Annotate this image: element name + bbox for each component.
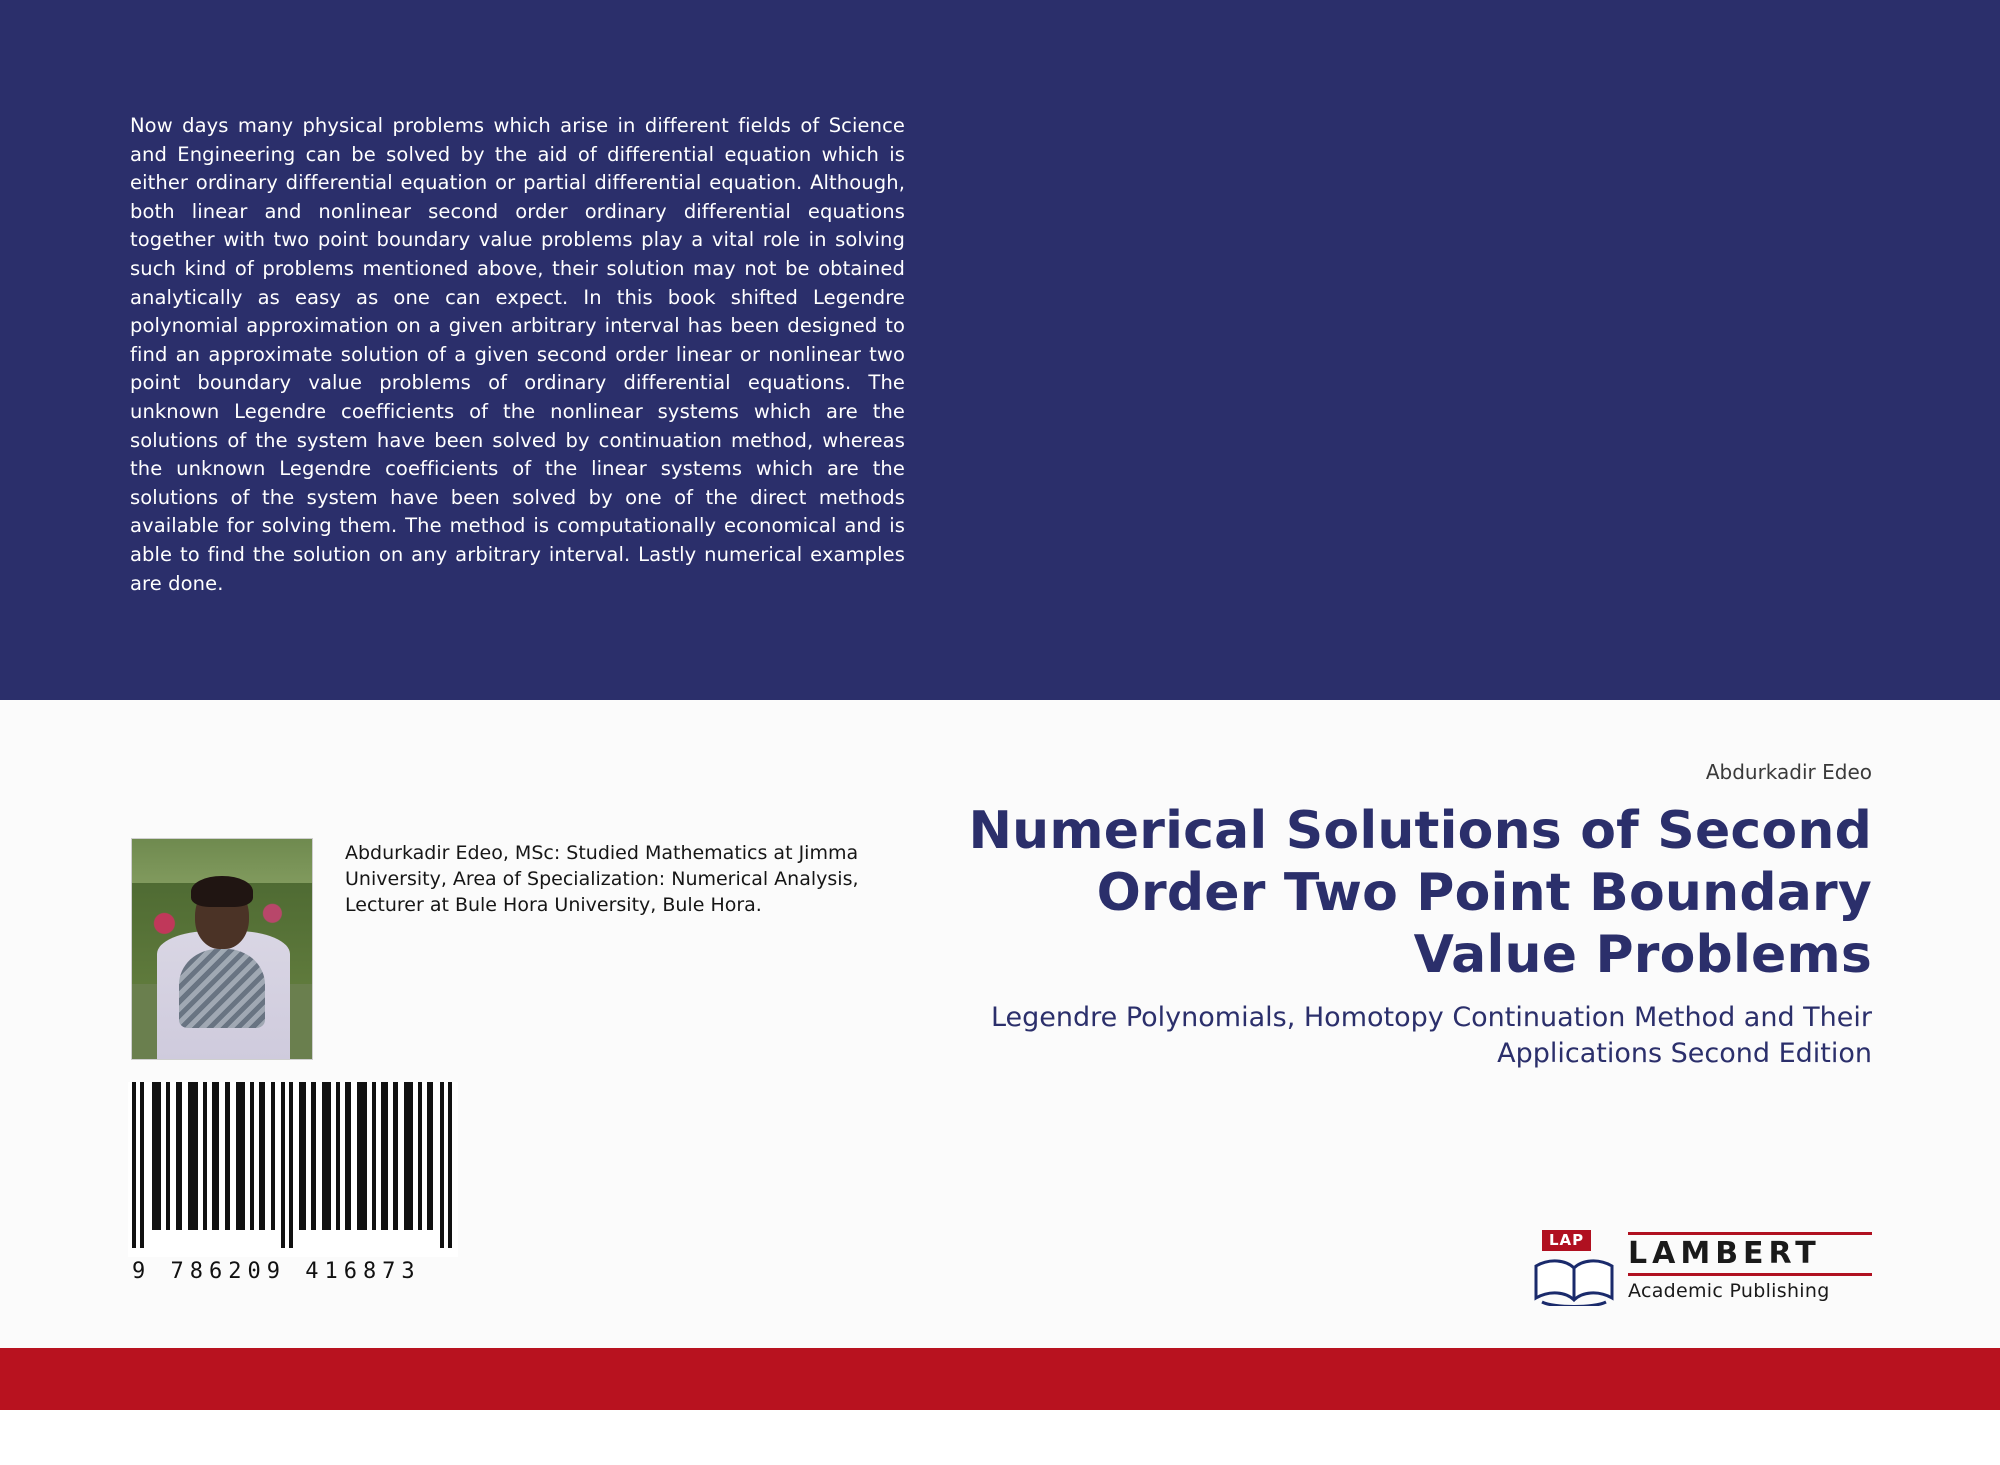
front-cover-title: Numerical Solutions of Second Order Two Point Boundary Value Problems: [968, 801, 1872, 985]
publisher-logo: [1532, 1228, 1872, 1316]
back-cover-panel: [0, 0, 2000, 700]
barcode: [128, 1082, 458, 1284]
author-bio: Abdurkadir Edeo, MSc: Studied Mathematics at Jimma University, Area of Specialization: Numerical Analysis, Lecturer at Bule Hora University, Bule Hora.: [345, 842, 859, 916]
bottom-white-margin: [0, 1410, 2000, 1465]
bottom-red-band: [0, 1348, 2000, 1410]
publisher-tagline: Academic Publishing: [1628, 1280, 1830, 1302]
front-cover-author: Abdurkadir Edeo: [1705, 760, 1872, 784]
publisher-logo-mark: [1532, 1230, 1618, 1314]
back-cover-blurb: Now days many physical problems which arise in different fields of Science and Engineering can be solved by the aid of differential equation which is either ordinary differential equation or partial differential equation. Although, both linear and nonlinear second order ordinary differential equations together with two point boundary value problems play a vital role in solving such kind of problems mentioned above, their solution may not be obtained analytically as easy as one can expect. In this book shifted Legendre polynomial approximation on a given arbitrary interval has been designed to find an approximate solution of a given second order linear or nonlinear two point boundary value problems of ordinary differential equations. The unknown Legendre coefficients of the nonlinear systems which are the solutions of the system have been solved by continuation method, whereas the unknown Legendre coefficients of the linear systems which are the solutions of the system have been solved by one of the direct methods available for solving them. The method is computationally economical and is able to find the solution on any arbitrary interval. Lastly numerical examples are done.: [130, 114, 905, 595]
lap-badge: LAP: [1542, 1230, 1591, 1251]
photo-person-scarf: [179, 949, 265, 1028]
front-cover-subtitle: Legendre Polynomials, Homotopy Continuation Method and Their Applications Second Edition: [990, 1002, 1872, 1069]
barcode-digits: 9 786209 416873: [132, 1259, 421, 1284]
open-book-icon: [1532, 1256, 1616, 1306]
author-photo: [131, 838, 313, 1060]
photo-person-hair: [191, 876, 252, 907]
barcode-bars: [128, 1082, 458, 1257]
publisher-name: LAMBERT: [1628, 1232, 1872, 1276]
publisher-logo-text: [1628, 1232, 1872, 1302]
